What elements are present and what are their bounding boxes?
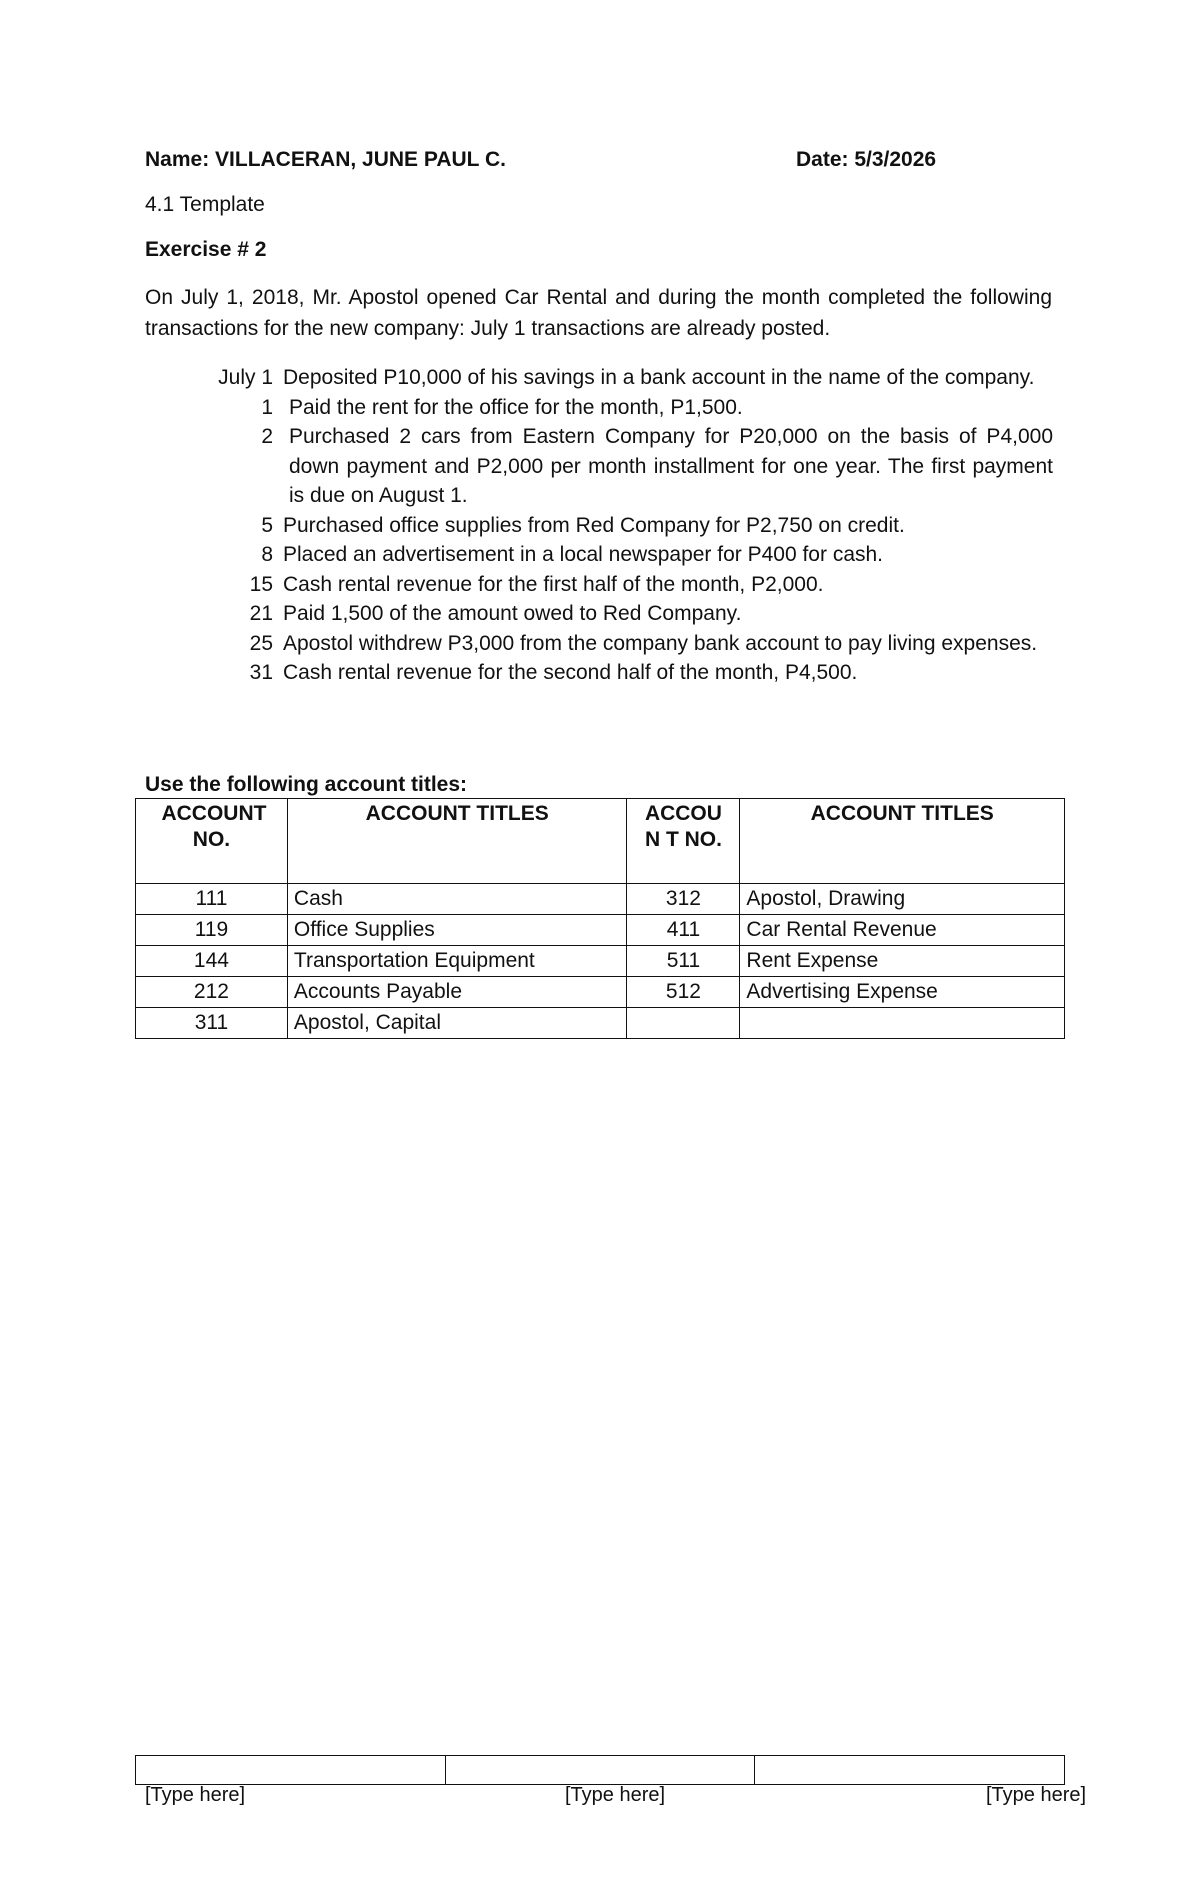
account-number: 512 (627, 977, 740, 1008)
transaction-date: 15 (249, 572, 273, 596)
table-row (136, 946, 1065, 977)
transaction-date: July 1 (218, 366, 273, 389)
account-number: 212 (136, 977, 288, 1008)
account-title: Rent Expense (740, 946, 1065, 977)
date-label: Date: 5/3/2026 (796, 148, 937, 171)
transaction-list (145, 363, 1055, 688)
account-title: Apostol, Capital (287, 1008, 627, 1039)
footer-cell-right (755, 1756, 1065, 1785)
account-titles-table (135, 798, 1065, 1039)
account-title: Accounts Payable (287, 977, 627, 1008)
account-title: Transportation Equipment (287, 946, 627, 977)
transaction-date: 5 (261, 513, 273, 537)
account-title: Office Supplies (287, 915, 627, 946)
footer-center-placeholder[interactable]: [Type here] (565, 1784, 666, 1806)
table-row (136, 977, 1065, 1008)
column-header-account-no-2: ACCOUN T NO. (627, 799, 740, 884)
account-number (627, 1008, 740, 1039)
table-row (136, 1008, 1065, 1039)
transaction-item (145, 422, 1055, 511)
footer-table (135, 1755, 1065, 1785)
transaction-text: Placed an advertisement in a local newspaper for P400 for cash. (283, 543, 884, 566)
intro-paragraph: On July 1, 2018, Mr. Apostol opened Car Rental and during the month completed the following transactions for the new company: July 1 transactions are already posted. (145, 286, 1052, 340)
transaction-text: Apostol withdrew P3,000 from the company bank account to pay living expenses. (283, 631, 1038, 655)
transaction-item (145, 540, 1055, 570)
footer-left-placeholder[interactable]: [Type here] (145, 1784, 246, 1806)
account-title: Advertising Expense (740, 977, 1065, 1008)
transaction-text: Cash rental revenue for the second half of the month, P4,500. (283, 661, 858, 684)
accounts-caption: Use the following account titles: (145, 773, 468, 796)
transaction-date: 1 (261, 395, 273, 419)
transaction-text: Paid 1,500 of the amount owed to Red Company. (283, 602, 742, 625)
footer-cell-left (136, 1756, 446, 1785)
transaction-text: Purchased 2 cars from Eastern Company for P20,000 on the basis of P4,000 down payment and P2,000 per month installment for one year. The first payment is due on August 1. (289, 425, 1053, 507)
column-header-account-titles-2: ACCOUNT TITLES (740, 799, 1065, 884)
account-number: 312 (627, 884, 740, 915)
table-header-row (136, 799, 1065, 884)
transaction-item (145, 658, 1055, 688)
account-title: Car Rental Revenue (740, 915, 1065, 946)
transaction-item (145, 599, 1055, 629)
transaction-item (145, 393, 1055, 423)
transaction-date: 25 (249, 631, 273, 655)
table-row (136, 915, 1065, 946)
transaction-item (145, 363, 1055, 393)
exercise-title: Exercise # 2 (145, 238, 267, 261)
footer-right-placeholder[interactable]: [Type here] (986, 1784, 1087, 1806)
transaction-item (145, 511, 1055, 541)
account-number: 511 (627, 946, 740, 977)
account-number: 144 (136, 946, 288, 977)
account-number: 411 (627, 915, 740, 946)
account-number: 119 (136, 915, 288, 946)
account-title: Cash (287, 884, 627, 915)
transaction-text: Paid the rent for the office for the month, P1,500. (289, 395, 743, 419)
account-number: 111 (136, 884, 288, 915)
transaction-date: 8 (261, 543, 273, 566)
transaction-text: Cash rental revenue for the first half of the month, P2,000. (283, 572, 824, 596)
transaction-date: 2 (261, 425, 273, 448)
table-row (136, 884, 1065, 915)
transaction-item (145, 570, 1055, 600)
column-header-account-titles: ACCOUNT TITLES (287, 799, 627, 884)
account-title: Apostol, Drawing (740, 884, 1065, 915)
transaction-date: 21 (249, 602, 273, 625)
footer-cell-center (445, 1756, 755, 1785)
template-label: 4.1 Template (145, 193, 265, 216)
student-name: Name: VILLACERAN, JUNE PAUL C. (145, 148, 506, 171)
transaction-item (145, 629, 1055, 659)
account-number: 311 (136, 1008, 288, 1039)
transaction-text: Deposited P10,000 of his savings in a bank account in the name of the company. (283, 366, 1035, 389)
column-header-account-no: ACCOUNT NO. (136, 799, 288, 884)
account-title (740, 1008, 1065, 1039)
transaction-text: Purchased office supplies from Red Company for P2,750 on credit. (283, 513, 905, 537)
transaction-date: 31 (249, 661, 273, 684)
